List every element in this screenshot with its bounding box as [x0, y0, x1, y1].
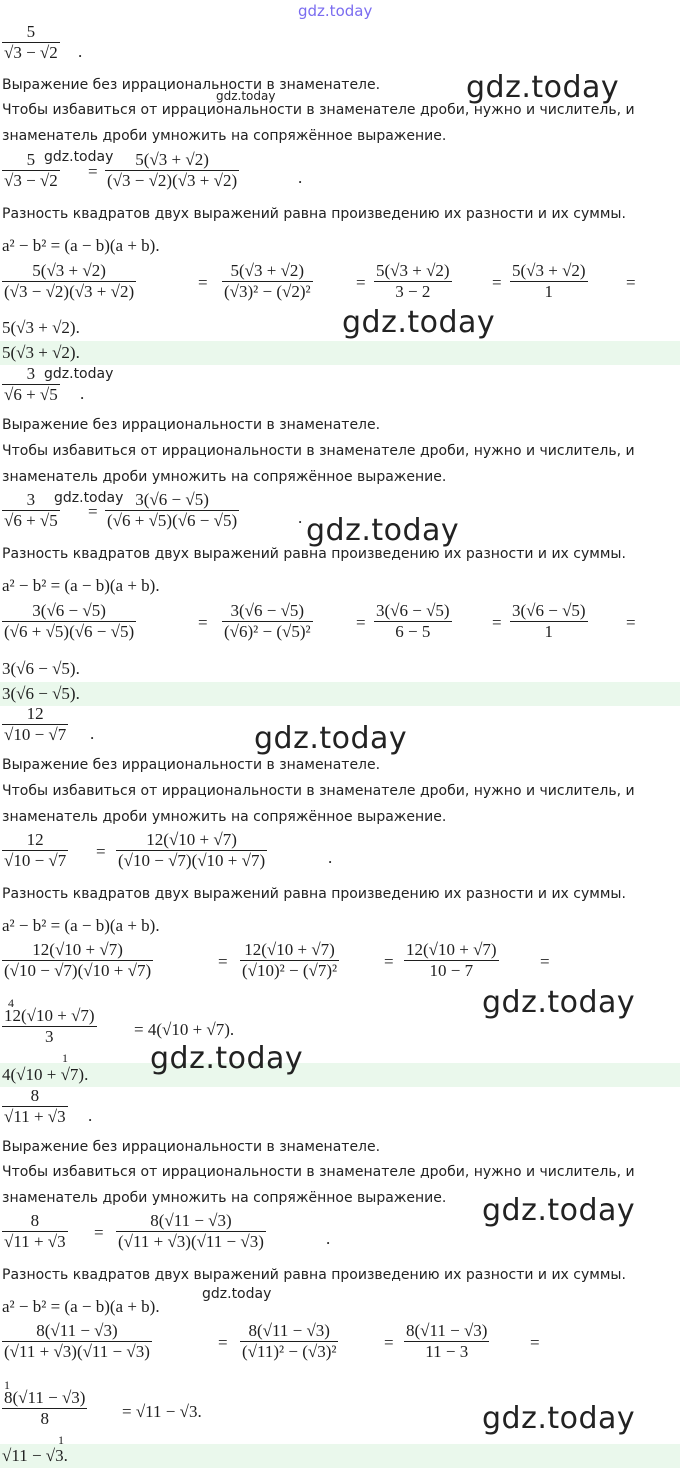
formula: a² − b² = (a − b)(a + b).	[2, 236, 160, 255]
equals-sign: =	[626, 613, 636, 632]
punctuation: .	[298, 168, 303, 187]
fraction: $\frac{12(√10 + √7)}{\text{(√10)² − (√7)²}}$	[242, 940, 338, 980]
explanation-text: Чтобы избавиться от иррациональности в знаменателе дроби, нужно и числитель, и	[2, 443, 635, 459]
answer-highlight	[0, 682, 680, 706]
fraction: $\frac{5(√3 + √2)}{(√3 - √2)(√3 + √2)}$	[107, 150, 238, 190]
fraction: $\frac{8(√11 - √3)}{\text{(√11)² − (√3)²}}$	[242, 1321, 337, 1361]
equals-sign: =	[384, 952, 394, 971]
explanation-text: Чтобы избавиться от иррациональности в знаменателе дроби, нужно и числитель, и	[2, 102, 635, 118]
fraction: $\frac{5}{√3 - √2}$	[4, 150, 58, 190]
fraction: $\frac{12(√10 + √7)}{3}$	[4, 1006, 95, 1046]
equals-sign: =	[540, 952, 550, 971]
result: = √11 − √3.	[122, 1402, 202, 1421]
punctuation: .	[80, 384, 85, 403]
explanation-text: Чтобы избавиться от иррациональности в знаменателе дроби, нужно и числитель, и	[2, 1164, 635, 1180]
fraction: $\frac{3(√6 - √5)}{1}$	[512, 601, 586, 641]
equals-sign: =	[356, 273, 366, 292]
watermark: gdz.today	[216, 89, 276, 103]
watermark: gdz.today	[54, 490, 124, 506]
answer: 5(√3 + √2).	[2, 343, 80, 362]
punctuation: .	[78, 42, 83, 61]
answer-highlight	[0, 1063, 680, 1087]
answer: √11 − √3.	[2, 1446, 68, 1465]
problem-fraction: $\frac{3}{√6 + √5}$	[4, 364, 58, 404]
statement-text: Выражение без иррациональности в знаменателе.	[2, 417, 381, 433]
equals-sign: =	[384, 1333, 394, 1352]
fraction: $\frac{5(√3 + √2)}{(√3 - √2)(√3 + √2)}$	[4, 261, 135, 301]
fraction: $\frac{8(√11 - √3)}{(√11 + √3)(√11 - √3)}$	[118, 1211, 264, 1251]
fraction: $\frac{3(√6 - √5)}{\text{(√6)² − (√5)²}}$	[224, 601, 311, 641]
result: = 4(√10 + √7).	[134, 1020, 235, 1039]
explanation-text: знаменатель дроби умножить на сопряжённое выражение.	[2, 469, 447, 485]
fraction: $\frac{12}{√10 - √7}$	[4, 830, 67, 870]
reduction-mark: 1	[4, 1378, 10, 1392]
equals-sign: =	[198, 273, 208, 292]
equals-sign: =	[530, 1333, 540, 1352]
fraction: $\frac{12(√10 + √7)}{(√10 - √7)(√10 + √7)}$	[4, 940, 152, 980]
watermark: gdz.today	[306, 513, 460, 548]
reduction-mark: 4	[8, 996, 14, 1010]
fraction: $\frac{3}{√6 + √5}$	[4, 490, 58, 530]
equals-sign: =	[492, 273, 502, 292]
watermark: gdz.today	[482, 1193, 636, 1228]
result: 5(√3 + √2).	[2, 318, 80, 337]
fraction: $\frac{5(√3 + √2)}{3 - 2}$	[376, 261, 450, 301]
explanation-text: Разность квадратов двух выражений равна произведению их разности и их суммы.	[2, 1267, 626, 1283]
watermark: gdz.today	[342, 305, 496, 340]
explanation-text: Разность квадратов двух выражений равна произведению их разности и их суммы.	[2, 206, 626, 222]
explanation-text: знаменатель дроби умножить на сопряжённое выражение.	[2, 1190, 447, 1206]
fraction: $\frac{8(√11 - √3)}{11 - 3}$	[406, 1321, 488, 1361]
formula: a² − b² = (a − b)(a + b).	[2, 916, 160, 935]
statement-text: Выражение без иррациональности в знаменателе.	[2, 77, 381, 93]
result: 3(√6 − √5).	[2, 659, 80, 678]
equals-sign: =	[356, 613, 366, 632]
equals-sign: =	[492, 613, 502, 632]
explanation-text: знаменатель дроби умножить на сопряжённое выражение.	[2, 809, 447, 825]
answer-highlight	[0, 341, 680, 365]
equals-sign: =	[94, 1223, 104, 1242]
answer-highlight	[0, 1444, 680, 1468]
watermark: gdz.today	[466, 70, 620, 105]
watermark: gdz.today	[202, 1286, 272, 1302]
fraction: $\frac{12(√10 + √7)}{10 - 7}$	[406, 940, 497, 980]
watermark: gdz.today	[254, 721, 408, 756]
equals-sign: =	[218, 952, 228, 971]
explanation-text: Разность квадратов двух выражений равна произведению их разности и их суммы.	[2, 546, 626, 562]
punctuation: .	[90, 724, 95, 743]
watermark: gdz.today	[44, 366, 114, 382]
watermark: gdz.today	[44, 149, 114, 165]
equals-sign: =	[88, 162, 98, 181]
fraction: $\frac{5(√3 + √2)}{\text{(√3)² − (√2)²}}$	[224, 261, 311, 301]
answer: 3(√6 − √5).	[2, 684, 80, 703]
problem-fraction: $\frac{5}{√3 - √2}$	[4, 22, 58, 62]
watermark: gdz.today	[150, 1041, 304, 1076]
problem-fraction: $\frac{12}{√10 - √7}$	[4, 704, 67, 744]
punctuation: .	[328, 848, 333, 867]
punctuation: .	[298, 508, 303, 527]
watermark: gdz.today	[482, 1401, 636, 1436]
equals-sign: =	[198, 613, 208, 632]
equals-sign: =	[218, 1333, 228, 1352]
formula: a² − b² = (a − b)(a + b).	[2, 1297, 160, 1316]
answer: 4(√10 + √7).	[2, 1065, 89, 1084]
statement-text: Выражение без иррациональности в знаменателе.	[2, 757, 381, 773]
equals-sign: =	[626, 273, 636, 292]
reduction-mark: 1	[62, 1051, 68, 1065]
reduction-mark: 1	[58, 1433, 64, 1447]
watermark: gdz.today	[298, 2, 373, 20]
equals-sign: =	[88, 502, 98, 521]
statement-text: Выражение без иррациональности в знаменателе.	[2, 1139, 381, 1155]
fraction: $\frac{8}{√11 + √3}$	[4, 1211, 66, 1251]
explanation-text: знаменатель дроби умножить на сопряжённое выражение.	[2, 128, 447, 144]
fraction: $\frac{3(√6 - √5)}{(√6 + √5)(√6 - √5)}$	[107, 490, 238, 530]
watermark: gdz.today	[482, 985, 636, 1020]
explanation-text: Разность квадратов двух выражений равна произведению их разности и их суммы.	[2, 886, 626, 902]
fraction: $\frac{5(√3 + √2)}{1}$	[512, 261, 586, 301]
fraction: $\frac{8(√11 - √3)}{(√11 + √3)(√11 - √3)}$	[4, 1321, 150, 1361]
fraction: $\frac{12(√10 + √7)}{(√10 - √7)(√10 + √7)}$	[118, 830, 266, 870]
fraction: $\frac{3(√6 - √5)}{(√6 + √5)(√6 - √5)}$	[4, 601, 135, 641]
fraction: $\frac{8(√11 - √3)}{8}$	[4, 1388, 86, 1428]
punctuation: .	[88, 1106, 93, 1125]
equals-sign: =	[96, 842, 106, 861]
problem-fraction: $\frac{8}{√11 + √3}$	[4, 1086, 66, 1126]
formula: a² − b² = (a − b)(a + b).	[2, 576, 160, 595]
punctuation: .	[326, 1229, 331, 1248]
explanation-text: Чтобы избавиться от иррациональности в знаменателе дроби, нужно и числитель, и	[2, 783, 635, 799]
fraction: $\frac{3(√6 - √5)}{6 - 5}$	[376, 601, 450, 641]
